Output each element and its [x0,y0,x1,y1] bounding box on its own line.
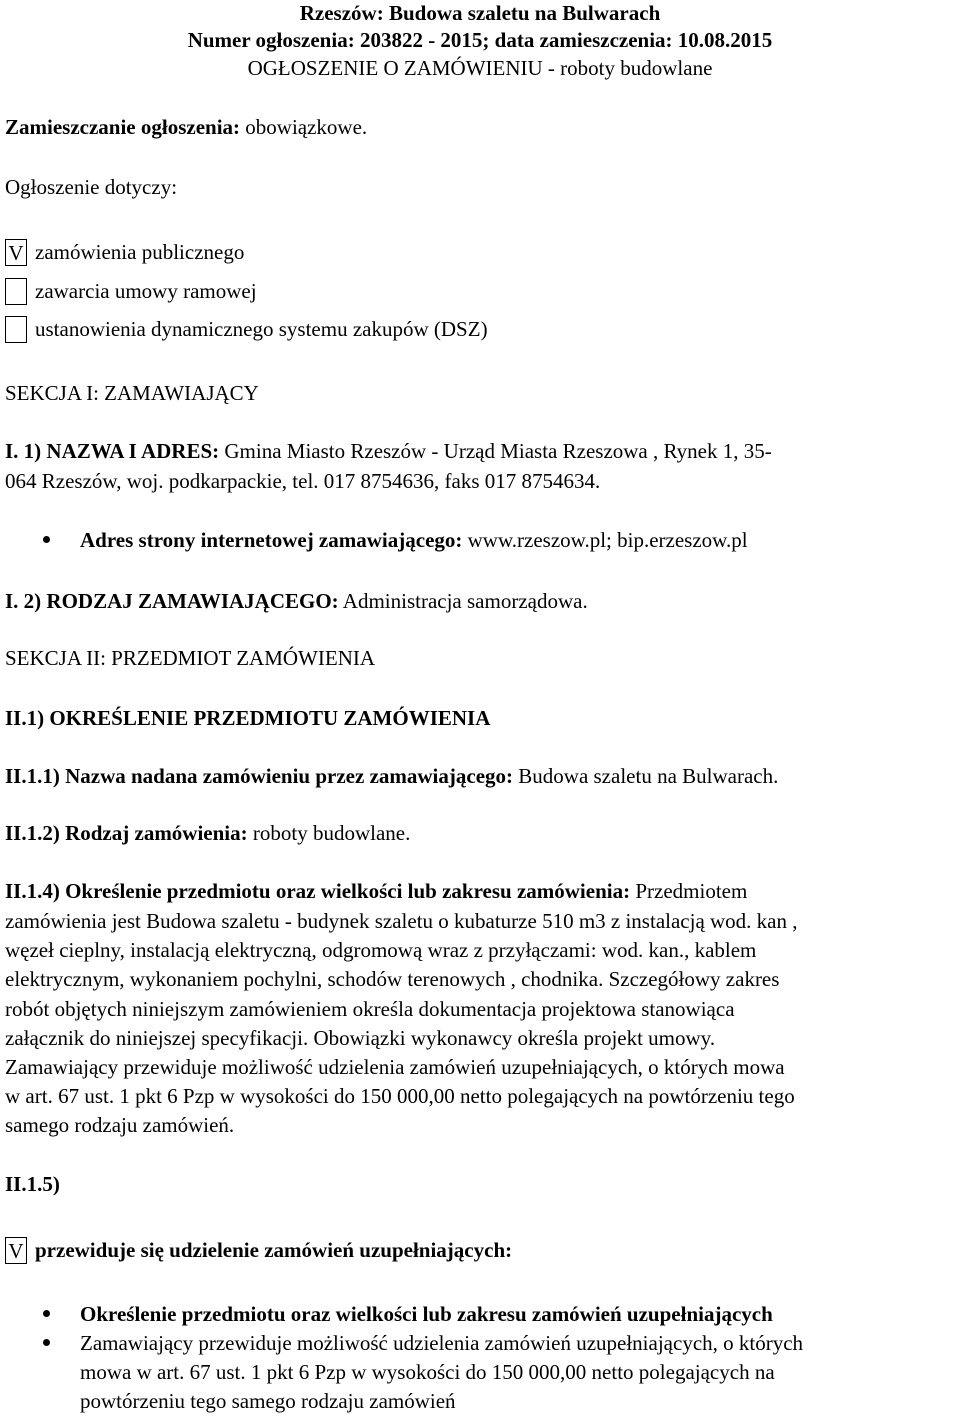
website-label: Adres strony internetowej zamawiającego: [80,528,463,552]
scope-line-6: załącznik do niniejszej specyfikacji. Obowiązki wykonawcy określa projekt umowy. [5,1026,716,1050]
website-value: www.rzeszow.pl; bip.erzeszow.pl [467,528,748,552]
supplementary-line [5,1235,955,1266]
checkbox-empty [5,278,27,305]
order-name-value: Budowa szaletu na Bulwarach. [518,764,779,788]
option-label: zawarcia umowy ramowej [35,279,257,303]
bullet-icon [43,536,50,543]
bullet-2-line-2: mowa w art. 67 ust. 1 pkt 6 Pzp w wysokości do 150 000,00 netto polegających na [80,1360,775,1384]
buyer-type-label: I. 2) RODZAJ ZAMAWIAJĄCEGO: [5,589,339,613]
scope-line-2: zamówienia jest Budowa szaletu - budynek szaletu o kubaturze 510 m3 z instalacją wod. kan , [5,909,798,933]
order-kind-value: roboty budowlane. [252,821,411,845]
bullet-icon [43,1339,50,1346]
concerns-label: Ogłoszenie dotyczy: [5,175,178,199]
placement-line [5,112,955,142]
section2-heading: SEKCJA II: PRZEDMIOT ZAMÓWIENIA [5,646,376,670]
order-name-line [5,761,955,791]
scope-label: II.1.4) Określenie przedmiotu oraz wielkości lub zakresu zamówienia: [5,879,631,903]
supplementary-label: przewiduje się udzielenie zamówień uzupełniających: [35,1238,513,1262]
scope-text: Przedmiotem [635,879,748,903]
buyer-type-value: Administracja samorządowa. [342,589,588,613]
placement-label: Zamieszczanie ogłoszenia: [5,115,241,139]
concerns-option-3 [5,314,955,345]
section1-name-line1 [5,436,955,466]
notice-title: Rzeszów: Budowa szaletu na Bulwarach [299,1,661,25]
bullet-2-line-3: powtórzeniu tego samego rodzaju zamówień [80,1389,456,1413]
option-label: zamówienia publicznego [35,240,245,264]
section2-subheading: II.1) OKREŚLENIE PRZEDMIOTU ZAMÓWIENIA [5,706,491,730]
scope-line-3: węzeł cieplny, instalacją elektryczną, odgromową wraz z przyłączami: wod. kan., kablem [5,938,757,962]
concerns-option-1 [5,237,955,268]
section1-heading: SEKCJA I: ZAMAWIAJĄCY [5,381,259,405]
order-kind-label: II.1.2) Rodzaj zamówienia: [5,821,248,845]
concerns-option-2 [5,276,955,307]
checkbox-checked: V [5,239,27,266]
name-address-value: Gmina Miasto Rzeszów - Urząd Miasta Rzeszowa , Rynek 1, 35- [224,439,772,463]
scope-line-5: robót objętych niniejszym zamówieniem określa dokumentacja projektowa stanowiąca [5,997,735,1021]
name-address-label: I. 1) NAZWA I ADRES: [5,439,220,463]
scope-line-7: Zamawiający przewiduje możliwość udzielenia zamówień uzupełniających, o których mowa [5,1055,785,1079]
checkbox-checked: V [5,1237,27,1264]
notice-number: Numer ogłoszenia: 203822 - 2015; data zamieszczenia: 10.08.2015 [187,28,773,52]
website-line [80,525,955,555]
option-label: ustanowienia dynamicznego systemu zakupów (DSZ) [35,317,488,341]
scope-line-9: samego rodzaju zamówień. [5,1113,235,1137]
scope-line-1 [5,876,955,906]
scope-line-4: elektrycznym, wykonaniem pochylni, schodów terenowych , chodnika. Szczegółowy zakres [5,967,780,991]
placement-value: obowiązkowe. [245,115,368,139]
order-kind-line [5,818,955,848]
section1-name-line2: 064 Rzeszów, woj. podkarpackie, tel. 017 8754636, faks 017 8754634. [5,469,601,493]
bullet-2-line-1: Zamawiający przewiduje możliwość udzielenia zamówień uzupełniających, o których [80,1331,804,1355]
scope-line-8: w art. 67 ust. 1 pkt 6 Pzp w wysokości do 150 000,00 netto polegających na powtórzeniu tego [5,1084,795,1108]
item-1-1-5-label: II.1.5) [5,1172,60,1196]
buyer-type-line [5,586,955,616]
bullet-1-text: Określenie przedmiotu oraz wielkości lub zakresu zamówień uzupełniających [80,1302,773,1326]
notice-type: OGŁOSZENIE O ZAMÓWIENIU - roboty budowlane [247,56,713,80]
checkbox-empty [5,316,27,343]
order-name-label: II.1.1) Nazwa nadana zamówieniu przez zamawiającego: [5,764,514,788]
bullet-icon [43,1310,50,1317]
